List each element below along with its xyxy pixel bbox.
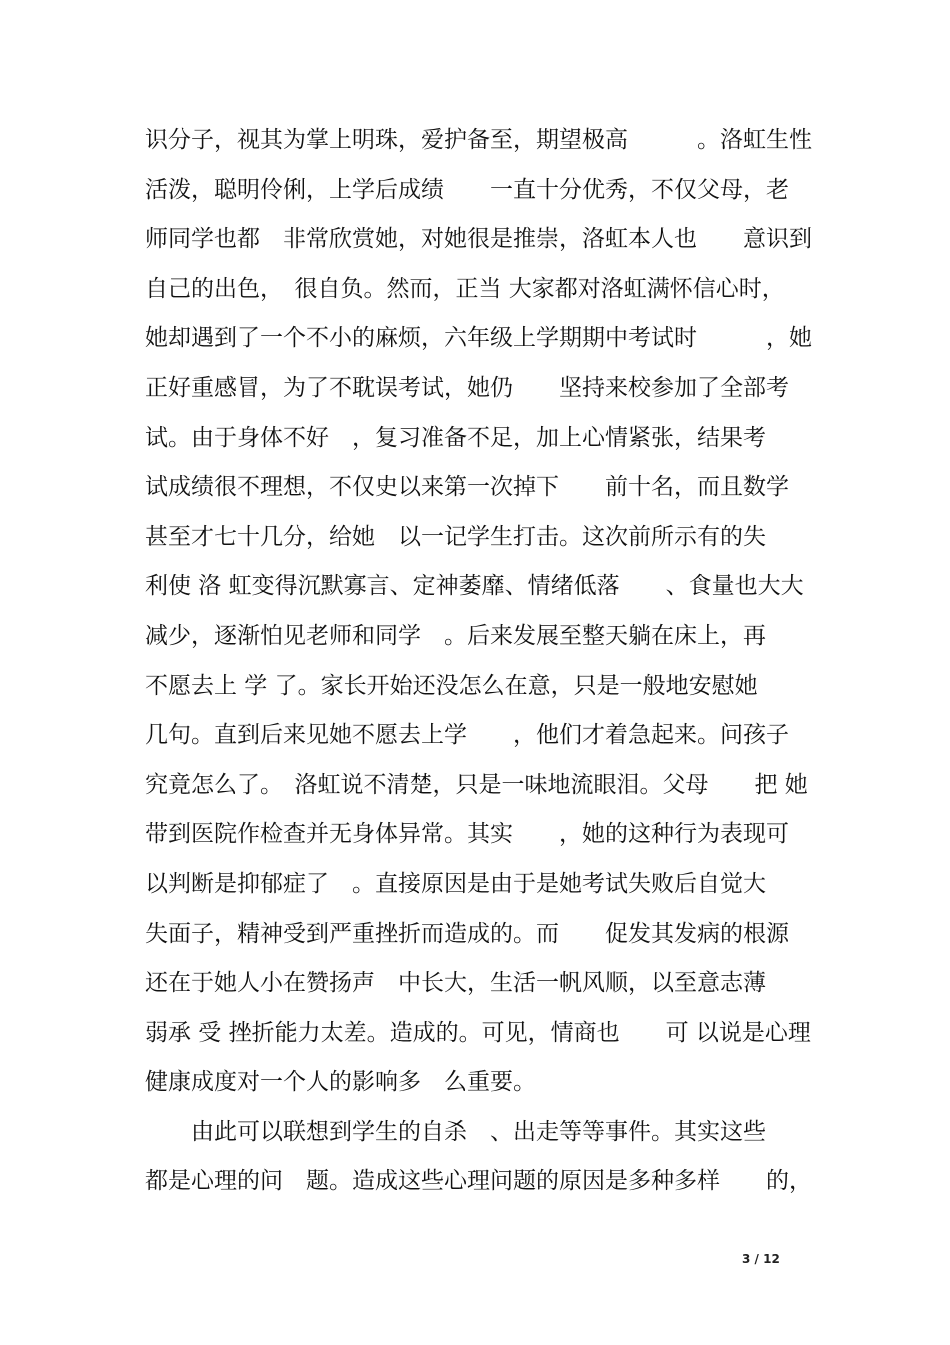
text-line: 正好重感冒，为了不耽误考试，她仍 坚持来校参加了全部考 — [145, 374, 789, 401]
text-line: 她却遇到了一个不小的麻烦，六年级上学期期中考试时 ，她 — [145, 325, 812, 352]
text-line: 究竟怎么了。 洛虹说不清楚，只是一味地流眼泪。父母 把 她 — [145, 771, 808, 798]
text-line: 以判断是抑郁症了 。直接原因是由于是她考试失败后自觉大 — [145, 870, 766, 897]
text-line: 试。由于身体不好 ，复习准备不足，加上心情紧张，结果考 — [145, 424, 766, 451]
text-line: 都是心理的问 题。造成这些心理问题的原因是多种多样 的， — [145, 1168, 812, 1195]
text-line: 还在于她人小在赞扬声 中长大，生活一帆风顺，以至意志薄 — [145, 970, 766, 997]
text-line: 活泼，聪明伶俐，上学后成绩 一直十分优秀，不仅父母，老 — [145, 176, 789, 203]
text-line: 自己的出色， 很自负。然而，正当 大家都对洛虹满怀信心时， — [145, 275, 785, 302]
text-line: 失面子，精神受到严重挫折而造成的。而 促发其发病的根源 — [145, 920, 789, 947]
text-line: 利使 洛 虹变得沉默寡言、定神萎靡、情绪低落 、食量也大大 — [145, 573, 804, 600]
text-line: 试成绩很不理想，不仅史以来第一次掉下 前十名，而且数学 — [145, 474, 789, 501]
page-number: 3 / 12 — [742, 1252, 780, 1266]
text-line: 识分子，视其为掌上明珠，爱护备至，期望极高 。洛虹生性 — [145, 127, 812, 153]
text-line: 由此可以联想到学生的自杀 、出走等等事件。其实这些 — [145, 1118, 766, 1145]
text-line: 师同学也都 非常欣赏她，对她很是推崇，洛虹本人也 意识到 — [145, 226, 812, 253]
text-line: 几句。直到后来见她不愿去上学 ，他们才着急起来。问孩子 — [145, 722, 789, 749]
text-line: 弱承 受 挫折能力太差。造成的。可见，情商也 可 以说是心理 — [145, 1019, 811, 1046]
text-line: 不愿去上 学 了。家长开始还没怎么在意，只是一般地安慰她 — [145, 672, 758, 699]
text-line: 带到医院作检查并无身体异常。其实 ，她的这种行为表现可 — [145, 821, 789, 848]
body-text — [145, 116, 825, 1207]
text-line: 健康成度对一个人的影响多 么重要。 — [145, 1069, 536, 1096]
text-line: 甚至才七十几分，给她 以一记学生打击。这次前所示有的失 — [145, 523, 766, 550]
text-line: 减少，逐渐怕见老师和同学 。后来发展至整天躺在床上，再 — [145, 622, 766, 649]
